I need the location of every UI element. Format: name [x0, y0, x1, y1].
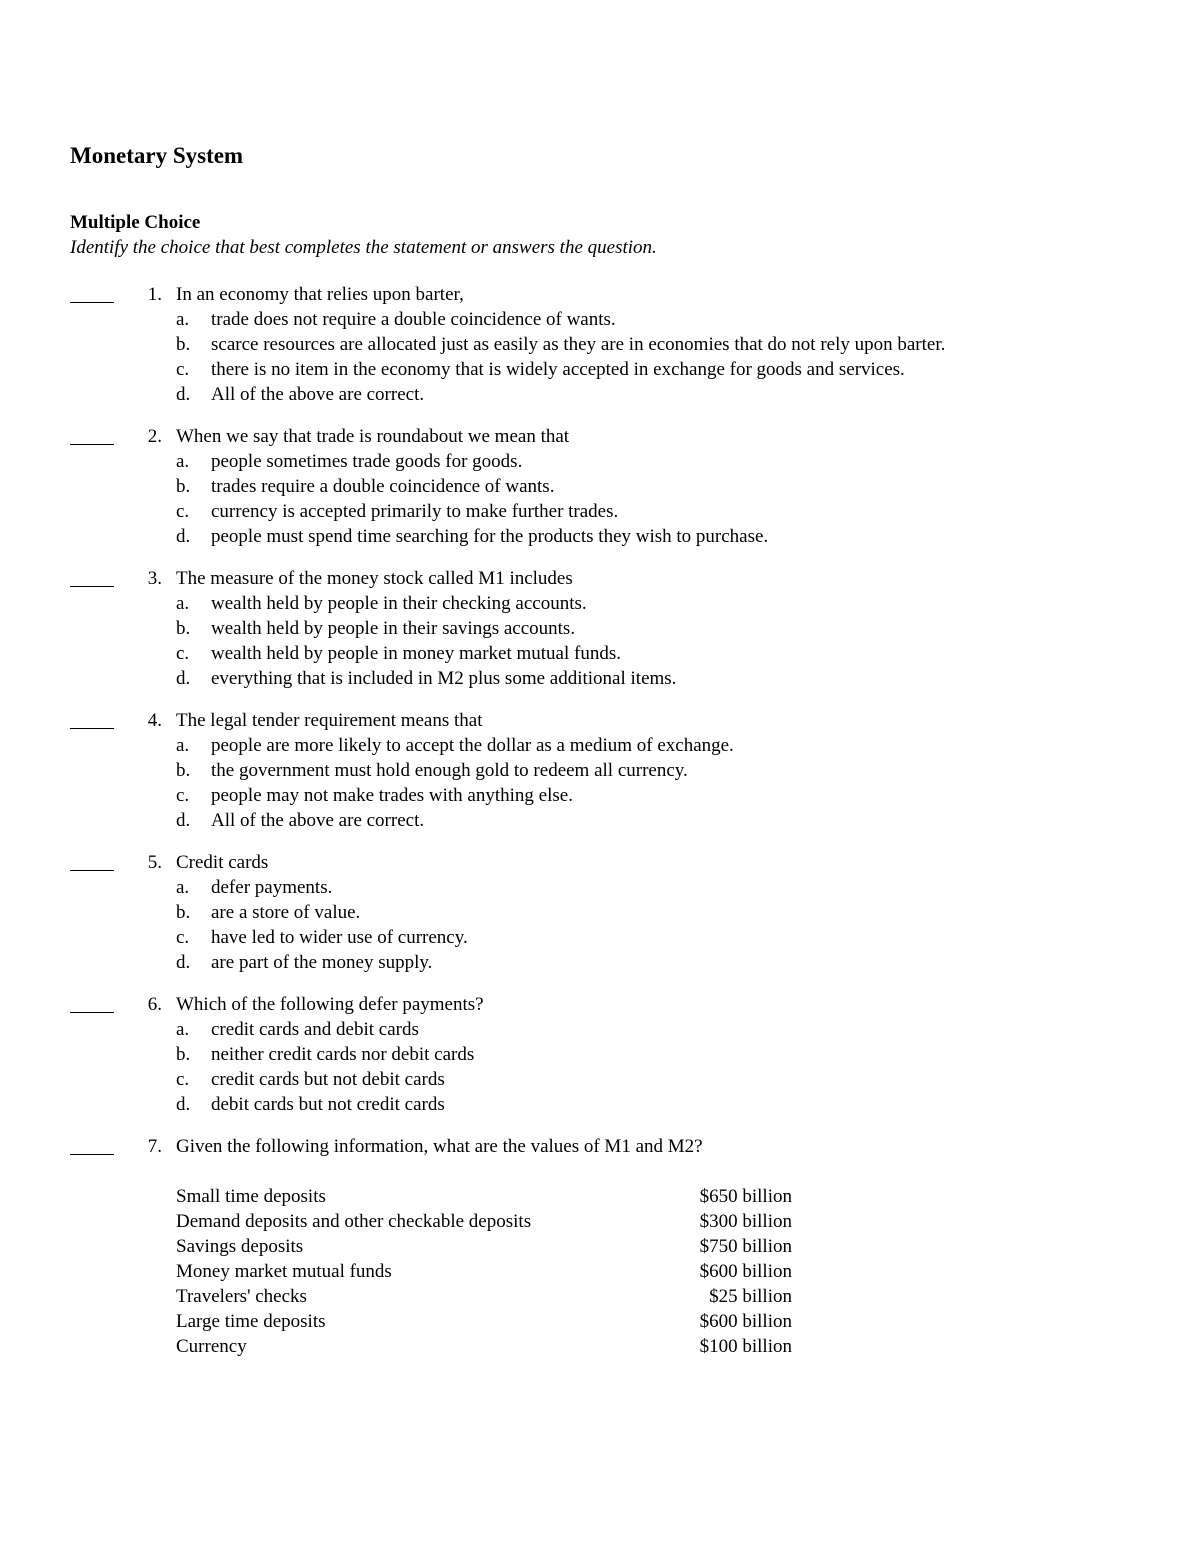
answer-blank[interactable] — [70, 712, 114, 729]
question-stem: Given the following information, what are the values of M1 and M2? — [176, 1136, 703, 1157]
question-7 — [70, 1134, 1130, 1359]
question-number: 2. — [147, 426, 162, 447]
choice-text: debit cards but not credit cards — [211, 1094, 445, 1115]
table-amount: $100 billion — [699, 1336, 792, 1357]
choice-list — [70, 591, 1130, 691]
choice-1 — [176, 591, 1001, 616]
table-item: Travelers' checks — [176, 1286, 307, 1307]
answer-blank[interactable] — [70, 570, 114, 587]
table-item: Demand deposits and other checkable deposits — [176, 1211, 532, 1232]
answer-blank[interactable] — [70, 854, 114, 871]
question-number: 5. — [147, 852, 162, 873]
section-title: Multiple Choice — [70, 212, 201, 233]
table-row — [176, 1334, 792, 1359]
table-row — [176, 1259, 792, 1284]
choice-2 — [176, 1042, 1001, 1067]
choice-letter: d. — [176, 810, 191, 831]
question-number: 4. — [147, 710, 162, 731]
choice-letter: c. — [176, 785, 190, 806]
choice-4 — [176, 1092, 1001, 1117]
choice-letter: b. — [176, 476, 191, 497]
question-list — [70, 282, 1130, 1359]
choice-3 — [176, 499, 1001, 524]
question-3 — [70, 566, 1130, 691]
question-stem: The measure of the money stock called M1 includes — [176, 568, 573, 589]
choice-2 — [176, 616, 1001, 641]
choice-text: people may not make trades with anything else. — [211, 785, 573, 806]
question-5 — [70, 850, 1130, 975]
choice-text: All of the above are correct. — [211, 810, 425, 831]
choice-1 — [176, 875, 1001, 900]
choice-letter: b. — [176, 618, 191, 639]
choice-text: are part of the money supply. — [211, 952, 433, 973]
choice-text: wealth held by people in their savings accounts. — [211, 618, 576, 639]
choice-text: trade does not require a double coincidence of wants. — [211, 309, 616, 330]
choice-text: credit cards but not debit cards — [211, 1069, 445, 1090]
choice-text: neither credit cards nor debit cards — [211, 1044, 475, 1065]
table-row — [176, 1284, 792, 1309]
choice-text: All of the above are correct. — [211, 384, 425, 405]
choice-list — [70, 875, 1130, 975]
choice-2 — [176, 758, 1001, 783]
question-stem: When we say that trade is roundabout we mean that — [176, 426, 570, 447]
choice-letter: b. — [176, 1044, 191, 1065]
choice-list — [70, 1017, 1130, 1117]
table-item: Currency — [176, 1336, 247, 1357]
choice-text: wealth held by people in money market mutual funds. — [211, 643, 621, 664]
choice-letter: d. — [176, 526, 191, 547]
table-amount: $750 billion — [699, 1236, 792, 1257]
table-row — [176, 1209, 792, 1234]
choice-text: everything that is included in M2 plus some additional items. — [211, 668, 677, 689]
table-item: Money market mutual funds — [176, 1261, 392, 1282]
page-title: Monetary System — [70, 143, 244, 168]
choice-text: people sometimes trade goods for goods. — [211, 451, 523, 472]
table-amount: $650 billion — [699, 1186, 792, 1207]
choice-1 — [176, 307, 1001, 332]
choice-4 — [176, 808, 1001, 833]
deposit-table — [176, 1184, 792, 1359]
choice-text: people must spend time searching for the products they wish to purchase. — [211, 526, 769, 547]
choice-text: defer payments. — [211, 877, 333, 898]
question-6 — [70, 992, 1130, 1117]
multiple-choice-section — [70, 210, 1130, 1359]
choice-letter: a. — [176, 877, 190, 898]
table-row — [176, 1309, 792, 1334]
table-amount: $300 billion — [699, 1211, 792, 1232]
choice-letter: d. — [176, 668, 191, 689]
choice-letter: d. — [176, 952, 191, 973]
choice-letter: c. — [176, 927, 190, 948]
choice-4 — [176, 666, 1001, 691]
question-number: 6. — [147, 994, 162, 1015]
choice-text: have led to wider use of currency. — [211, 927, 468, 948]
question-stem: Credit cards — [176, 852, 269, 873]
choice-text: people are more likely to accept the dollar as a medium of exchange. — [211, 735, 734, 756]
question-4 — [70, 708, 1130, 833]
choice-letter: c. — [176, 643, 190, 664]
choice-3 — [176, 1067, 1001, 1092]
document-page — [70, 138, 1130, 1376]
choice-letter: a. — [176, 451, 190, 472]
table-item: Large time deposits — [176, 1311, 326, 1332]
choice-list — [70, 449, 1130, 549]
question-stem: In an economy that relies upon barter, — [176, 284, 464, 305]
table-amount: $600 billion — [699, 1261, 792, 1282]
choice-3 — [176, 925, 1001, 950]
question-stem: The legal tender requirement means that — [176, 710, 483, 731]
choice-letter: a. — [176, 593, 190, 614]
choice-1 — [176, 1017, 1001, 1042]
choice-letter: c. — [176, 359, 190, 380]
table-item: Savings deposits — [176, 1236, 304, 1257]
choice-text: are a store of value. — [211, 902, 361, 923]
choice-text: currency is accepted primarily to make further trades. — [211, 501, 619, 522]
choice-text: wealth held by people in their checking accounts. — [211, 593, 587, 614]
answer-blank[interactable] — [70, 996, 114, 1013]
table-row — [176, 1184, 792, 1209]
choice-3 — [176, 357, 1001, 382]
choice-text: scarce resources are allocated just as easily as they are in economies that do not rely upon barter. — [211, 334, 946, 355]
question-number: 3. — [147, 568, 162, 589]
choice-3 — [176, 783, 1001, 808]
question-1 — [70, 282, 1130, 407]
choice-2 — [176, 900, 1001, 925]
choice-text: the government must hold enough gold to redeem all currency. — [211, 760, 688, 781]
choice-letter: a. — [176, 1019, 190, 1040]
choice-letter: a. — [176, 735, 190, 756]
choice-1 — [176, 449, 1001, 474]
question-number: 7. — [147, 1136, 162, 1157]
answer-blank[interactable] — [70, 286, 114, 303]
question-stem: Which of the following defer payments? — [176, 994, 484, 1015]
choice-letter: b. — [176, 760, 191, 781]
choice-letter: b. — [176, 902, 191, 923]
question-2 — [70, 424, 1130, 549]
choice-4 — [176, 524, 1001, 549]
table-amount: $600 billion — [699, 1311, 792, 1332]
choice-letter: c. — [176, 1069, 190, 1090]
choice-text: there is no item in the economy that is widely accepted in exchange for goods and services. — [211, 359, 905, 380]
choice-4 — [176, 382, 1001, 407]
choice-letter: a. — [176, 309, 190, 330]
choice-4 — [176, 950, 1001, 975]
question-number: 1. — [147, 284, 162, 305]
instructions-text: Identify the choice that best completes the statement or answers the question. — [70, 237, 657, 258]
table-amount: $25 billion — [709, 1286, 792, 1307]
table-item: Small time deposits — [176, 1186, 326, 1207]
choice-list — [70, 733, 1130, 833]
choice-letter: c. — [176, 501, 190, 522]
choice-2 — [176, 474, 1001, 499]
table-row — [176, 1234, 792, 1259]
choice-letter: d. — [176, 384, 191, 405]
choice-2 — [176, 332, 1001, 357]
choice-letter: d. — [176, 1094, 191, 1115]
choice-text: credit cards and debit cards — [211, 1019, 419, 1040]
answer-blank[interactable] — [70, 1138, 114, 1155]
choice-list — [70, 307, 1130, 407]
choice-1 — [176, 733, 1001, 758]
choice-3 — [176, 641, 1001, 666]
answer-blank[interactable] — [70, 428, 114, 445]
choice-text: trades require a double coincidence of wants. — [211, 476, 555, 497]
choice-letter: b. — [176, 334, 191, 355]
